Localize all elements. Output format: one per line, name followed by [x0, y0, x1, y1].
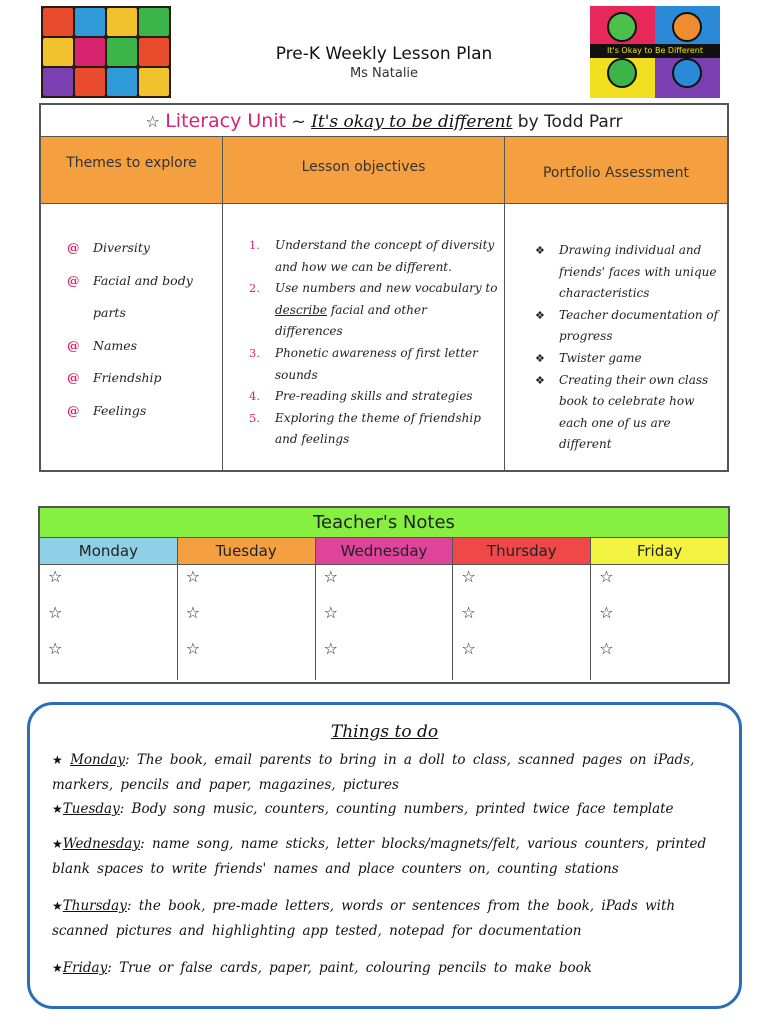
list-item: @ Friendship: [67, 362, 222, 395]
diamond-bullet-icon: ❖: [535, 373, 545, 387]
at-bullet-icon: @: [67, 240, 80, 255]
list-item: 4. Pre-reading skills and strategies: [249, 389, 473, 404]
list-item: @ Feelings: [67, 395, 222, 428]
teacher-name: Ms Natalie: [349, 66, 419, 81]
book-covers-image: [41, 6, 171, 98]
day-tuesday: Tuesday: [178, 538, 316, 564]
star-icon: ☆: [599, 603, 614, 622]
star-icon: ☆: [323, 603, 338, 622]
notes-cell-thursday: [453, 565, 591, 680]
themes-column: [41, 137, 222, 470]
tilde-separator: ~: [291, 112, 306, 132]
notes-title: Teacher's Notes: [40, 508, 728, 538]
star-icon: ☆: [323, 639, 338, 658]
page-title: Pre-K Weekly Lesson Plan: [275, 44, 493, 64]
day-wednesday: Wednesday: [316, 538, 454, 564]
book-title: It's okay to be different: [311, 112, 513, 132]
at-bullet-icon: @: [67, 337, 80, 353]
at-bullet-icon: @: [67, 370, 80, 385]
literacy-unit-table: [39, 103, 729, 472]
star-icon: ☆: [323, 567, 338, 586]
unit-label: Literacy Unit: [165, 110, 287, 132]
at-bullet-icon: @: [67, 402, 80, 418]
diamond-bullet-icon: ❖: [535, 351, 545, 365]
logo-banner-text: It's Okay to Be Different: [590, 44, 720, 58]
list-item: ❖ Drawing individual and friends' faces with unique characteristics: [535, 240, 719, 305]
notes-cell-wednesday: [316, 565, 454, 680]
star-icon: ☆: [461, 603, 476, 622]
list-item: 5. Exploring the theme of friendship and feelings: [249, 410, 481, 447]
book-author: by Todd Parr: [517, 112, 623, 132]
star-icon: ☆: [461, 567, 476, 586]
todo-item-friday: ★Friday: True or false cards, paper, paint, colouring pencils to make book: [52, 960, 592, 976]
list-item: ❖ Creating their own class book to celebrate how each one of us are different: [535, 370, 719, 456]
star-bullet-icon: ★: [52, 899, 63, 913]
list-item: @ Diversity: [67, 232, 222, 265]
list-item: 2. Use numbers and new vocabulary to describe facial and other differences: [249, 281, 498, 339]
day-thursday: Thursday: [453, 538, 591, 564]
star-icon: ☆: [48, 567, 63, 586]
list-item: @ Names: [67, 330, 222, 363]
list-item: 3. Phonetic awareness of first letter sounds: [249, 345, 478, 382]
star-bullet-icon: ★: [52, 753, 63, 767]
diamond-bullet-icon: ❖: [535, 244, 545, 257]
list-item: parts: [93, 305, 126, 320]
literacy-unit-heading: [41, 105, 727, 137]
star-icon: ☆: [185, 567, 201, 586]
things-to-do-box: [27, 702, 742, 1009]
assessment-list: [505, 204, 727, 456]
todo-title: Things to do: [330, 722, 439, 742]
star-icon: ☆: [48, 639, 63, 658]
day-friday: Friday: [591, 538, 728, 564]
notes-cell-monday: [40, 565, 178, 680]
star-icon: ☆: [185, 639, 201, 658]
star-icon: ☆: [461, 639, 476, 658]
star-bullet-icon: ★: [52, 961, 63, 975]
star-icon: ☆: [185, 603, 201, 622]
objectives-header: Lesson objectives: [223, 137, 504, 204]
notes-grid: [40, 565, 728, 680]
star-icon: ☆: [48, 603, 63, 622]
list-item: ❖ Teacher documentation of progress: [535, 305, 719, 348]
todo-item-monday: ★ Monday: The book, email parents to bring in a doll to class, scanned pages on iPads, markers, pencils and paper, magazines, pictures: [52, 752, 695, 793]
star-icon: ☆: [599, 567, 614, 586]
star-icon: ☆: [145, 112, 160, 131]
todo-item-tuesday: ★Tuesday: Body song music, counters, counting numbers, printed twice face template: [52, 801, 674, 817]
book-cover-logo: [590, 6, 720, 98]
todo-item-wednesday: ★Wednesday: name song, name sticks, letter blocks/magnets/felt, various counters, printed blank spaces to write friends' names and place counters on, counting stations: [52, 836, 707, 877]
star-bullet-icon: ★: [52, 802, 63, 816]
list-item: @ Facial and body: [67, 265, 222, 298]
objectives-list: [223, 204, 504, 451]
objectives-column: [222, 137, 504, 470]
at-bullet-icon: @: [67, 272, 80, 288]
themes-list: [41, 204, 222, 427]
assessment-header: Portfolio Assessment: [505, 137, 727, 204]
teachers-notes-table: [38, 506, 730, 684]
star-icon: ☆: [599, 639, 614, 658]
themes-header: Themes to explore: [41, 137, 222, 204]
notes-cell-tuesday: [178, 565, 316, 680]
day-monday: Monday: [40, 538, 178, 564]
notes-cell-friday: [591, 565, 728, 680]
todo-item-thursday: ★Thursday: the book, pre-made letters, words or sentences from the book, iPads with scanned pictures and highlighting app tested, notepad for documentation: [52, 898, 676, 939]
assessment-column: [504, 137, 727, 470]
weekday-header-row: [40, 538, 728, 565]
list-item: 1. Understand the concept of diversity and how we can be different.: [249, 238, 495, 274]
star-bullet-icon: ★: [52, 837, 63, 851]
list-item: ❖ Twister game: [535, 348, 719, 370]
diamond-bullet-icon: ❖: [535, 308, 545, 322]
